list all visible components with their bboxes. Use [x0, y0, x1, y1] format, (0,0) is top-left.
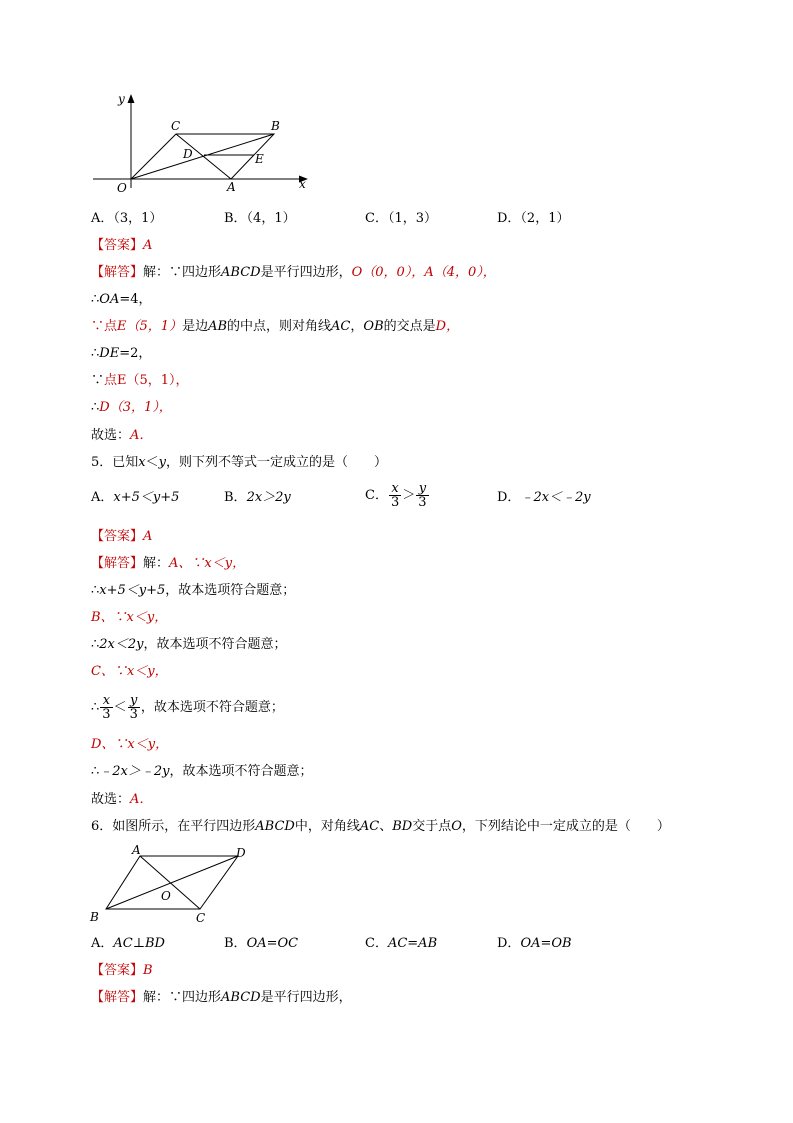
- denominator: 3: [390, 495, 400, 510]
- fraction-x-over-3: [389, 482, 401, 509]
- text: BD: [392, 819, 413, 834]
- text: 的中点，则对角线: [227, 319, 332, 334]
- label-D: D: [183, 147, 193, 161]
- coordinate-figure: [88, 88, 318, 198]
- text: x+5＜y+5: [113, 490, 180, 505]
- q4-solution-line-3: [91, 317, 459, 337]
- q6-option-b: [224, 934, 298, 954]
- label-A: A: [227, 180, 236, 194]
- text: 6．如图所示，在平行四边形: [91, 819, 256, 834]
- text: OA: [99, 292, 120, 307]
- text: =2，: [119, 346, 152, 361]
- text: x+5＜y+5: [99, 583, 166, 598]
- denominator: 3: [418, 495, 427, 510]
- text: 解：∵四边形: [143, 265, 222, 280]
- text: 点E（5，1），: [104, 373, 189, 388]
- q5-solution-line-6: [91, 694, 284, 724]
- q5-solution-line-2: [91, 581, 295, 601]
- text: ＜: [145, 455, 159, 470]
- q4-option-b: B．（4，1）: [224, 211, 296, 226]
- q6-option-c: [365, 934, 437, 954]
- denominator: 3: [102, 707, 111, 722]
- answer-value: A: [143, 238, 153, 253]
- label-C: C: [171, 119, 181, 133]
- text: 2x＜2y: [99, 637, 144, 652]
- text: A．: [91, 490, 114, 505]
- q6-answer: [91, 961, 153, 981]
- diagonal-BD: [106, 856, 238, 909]
- q5-options: [0, 481, 793, 518]
- text: 解：∵四边形: [143, 990, 222, 1005]
- solution-tag: 【解答】: [91, 265, 144, 280]
- numerator: x: [389, 482, 401, 496]
- text: ∴: [91, 583, 100, 598]
- text: B．: [224, 490, 247, 505]
- text: ∴: [91, 400, 100, 415]
- label-E: E: [255, 152, 264, 166]
- text: 解：: [143, 556, 170, 571]
- q4-solution-line-1: [91, 263, 496, 283]
- q5-solution-line-4: [91, 635, 287, 655]
- text: O（0，0），: [351, 265, 425, 280]
- text: ，则下列不等式一定成立的是（ ）: [166, 455, 388, 470]
- q5-option-d: [497, 488, 591, 508]
- label-A: A: [132, 843, 141, 857]
- text: ∴: [91, 764, 100, 779]
- answer-tag: 【答案】: [91, 963, 144, 978]
- label-y: y: [118, 92, 125, 106]
- label-B: B: [90, 910, 99, 924]
- text: 2x＞2y: [246, 490, 291, 505]
- q6-options: [0, 934, 793, 954]
- q5-solution-line-9: [91, 790, 152, 810]
- text: A．: [91, 936, 114, 951]
- text: A、∵x＜y，: [169, 556, 246, 571]
- text: ，: [350, 319, 364, 334]
- q4-solution-line-2: [91, 290, 152, 310]
- text: ，下列结论中一定成立的是（ ）: [461, 819, 670, 834]
- text: C．: [365, 488, 388, 503]
- q5-option-c: [365, 482, 430, 509]
- text: 5．已知: [91, 455, 139, 470]
- text: ∴: [91, 346, 100, 361]
- text: 故选：: [91, 428, 131, 443]
- text: A．: [130, 428, 153, 443]
- text: x: [138, 455, 146, 470]
- text: 是边: [182, 319, 209, 334]
- text: ，故本选项不符合题意；: [143, 637, 287, 652]
- numerator: y: [128, 694, 140, 708]
- text: OA=OC: [246, 936, 299, 951]
- label-O: O: [161, 889, 171, 903]
- text: 是平行四边形，: [260, 265, 352, 280]
- q6-option-d: [497, 934, 572, 954]
- q4-option-a: A．（3，1）: [91, 211, 163, 226]
- text: 中，对角线: [294, 819, 360, 834]
- answer-value: A: [143, 529, 153, 544]
- text: ＜: [113, 700, 127, 715]
- label-D: D: [236, 846, 246, 860]
- answer-tag: 【答案】: [91, 529, 144, 544]
- text: ABCD: [255, 819, 295, 834]
- fraction-y-over-3: [416, 482, 428, 509]
- text: 故选：: [91, 792, 131, 807]
- text: D．: [497, 490, 521, 505]
- y-axis-arrow-icon: [128, 94, 135, 103]
- text: D，: [435, 319, 460, 334]
- solution-tag: 【解答】: [91, 990, 144, 1005]
- text: AB: [208, 319, 228, 334]
- text: ，故本选项不符合题意；: [140, 700, 284, 715]
- label-O: O: [117, 181, 127, 195]
- denominator: 3: [129, 707, 138, 722]
- q5-stem: [91, 453, 387, 473]
- label-x: x: [299, 177, 306, 191]
- text: DE: [99, 346, 120, 361]
- text: ，故本选项不符合题意；: [169, 764, 313, 779]
- q4-option-c: C．（1，3）: [365, 211, 437, 226]
- text: E（5，1）: [117, 319, 183, 334]
- text: 是平行四边形，: [260, 990, 352, 1005]
- q6-solution-line-1: [91, 988, 352, 1008]
- text: C、∵x＜y，: [91, 664, 168, 679]
- q4-solution-line-7: [91, 426, 152, 446]
- fraction-y-over-3: [128, 694, 140, 721]
- text: 交于点: [412, 819, 452, 834]
- text: ∴: [91, 637, 100, 652]
- text: D、∵x＜y，: [91, 737, 169, 752]
- solution-tag: 【解答】: [91, 556, 144, 571]
- text: B、∵x＜y，: [91, 610, 168, 625]
- q4-solution-line-6: [91, 398, 172, 418]
- text: y: [158, 455, 166, 470]
- answer-value: B: [143, 963, 153, 978]
- text: ∵点: [91, 319, 118, 334]
- text: OA=OB: [520, 936, 572, 951]
- q4-answer: [91, 236, 152, 256]
- text: C．: [365, 936, 388, 951]
- numerator: x: [100, 694, 112, 708]
- label-B: B: [271, 119, 280, 133]
- text: O: [451, 819, 462, 834]
- q6-stem: [91, 817, 670, 837]
- text: B．: [224, 936, 247, 951]
- q5-solution-line-5: [91, 662, 168, 682]
- text: A．: [130, 792, 153, 807]
- text: ，故本选项符合题意；: [165, 583, 296, 598]
- q4-options: [0, 209, 793, 229]
- q5-solution-line-8: [91, 762, 313, 782]
- text: OB: [363, 319, 384, 334]
- q5-option-a: [91, 488, 179, 508]
- text: D．: [497, 936, 521, 951]
- q4-solution-line-5: [91, 371, 189, 391]
- text: ﹣2x＞﹣2y: [99, 764, 170, 779]
- text: ＞: [402, 488, 416, 503]
- text: D（3，1），: [99, 400, 172, 415]
- q5-solution-line-3: [91, 608, 167, 628]
- text: ∵: [91, 373, 105, 388]
- numerator: y: [416, 482, 428, 496]
- q4-solution-line-4: [91, 344, 151, 364]
- text: =4，: [119, 292, 152, 307]
- text: ﹣2x＜﹣2y: [520, 490, 591, 505]
- q5-option-b: [224, 488, 291, 508]
- q5-solution-line-7: [91, 735, 168, 755]
- q5-solution-line-1: [91, 554, 245, 574]
- parallelogram-figure: [88, 842, 258, 927]
- answer-tag: 【答案】: [91, 238, 144, 253]
- q5-answer: [91, 527, 152, 547]
- q6-option-a: [91, 934, 165, 954]
- text: ∴: [91, 700, 100, 715]
- text: A（4，0），: [424, 265, 496, 280]
- q4-option-d: D．（2，1）: [497, 211, 570, 226]
- text: ABCD: [221, 265, 261, 280]
- text: ABCD: [221, 990, 261, 1005]
- fraction-x-over-3: [100, 694, 112, 721]
- text: ∴: [91, 292, 100, 307]
- text: 、: [379, 819, 393, 834]
- text: AC=AB: [387, 936, 438, 951]
- text: 的交点是: [383, 319, 436, 334]
- text: AC: [331, 319, 351, 334]
- text: AC⊥BD: [113, 936, 165, 951]
- text: AC: [359, 819, 380, 834]
- label-C: C: [196, 911, 206, 925]
